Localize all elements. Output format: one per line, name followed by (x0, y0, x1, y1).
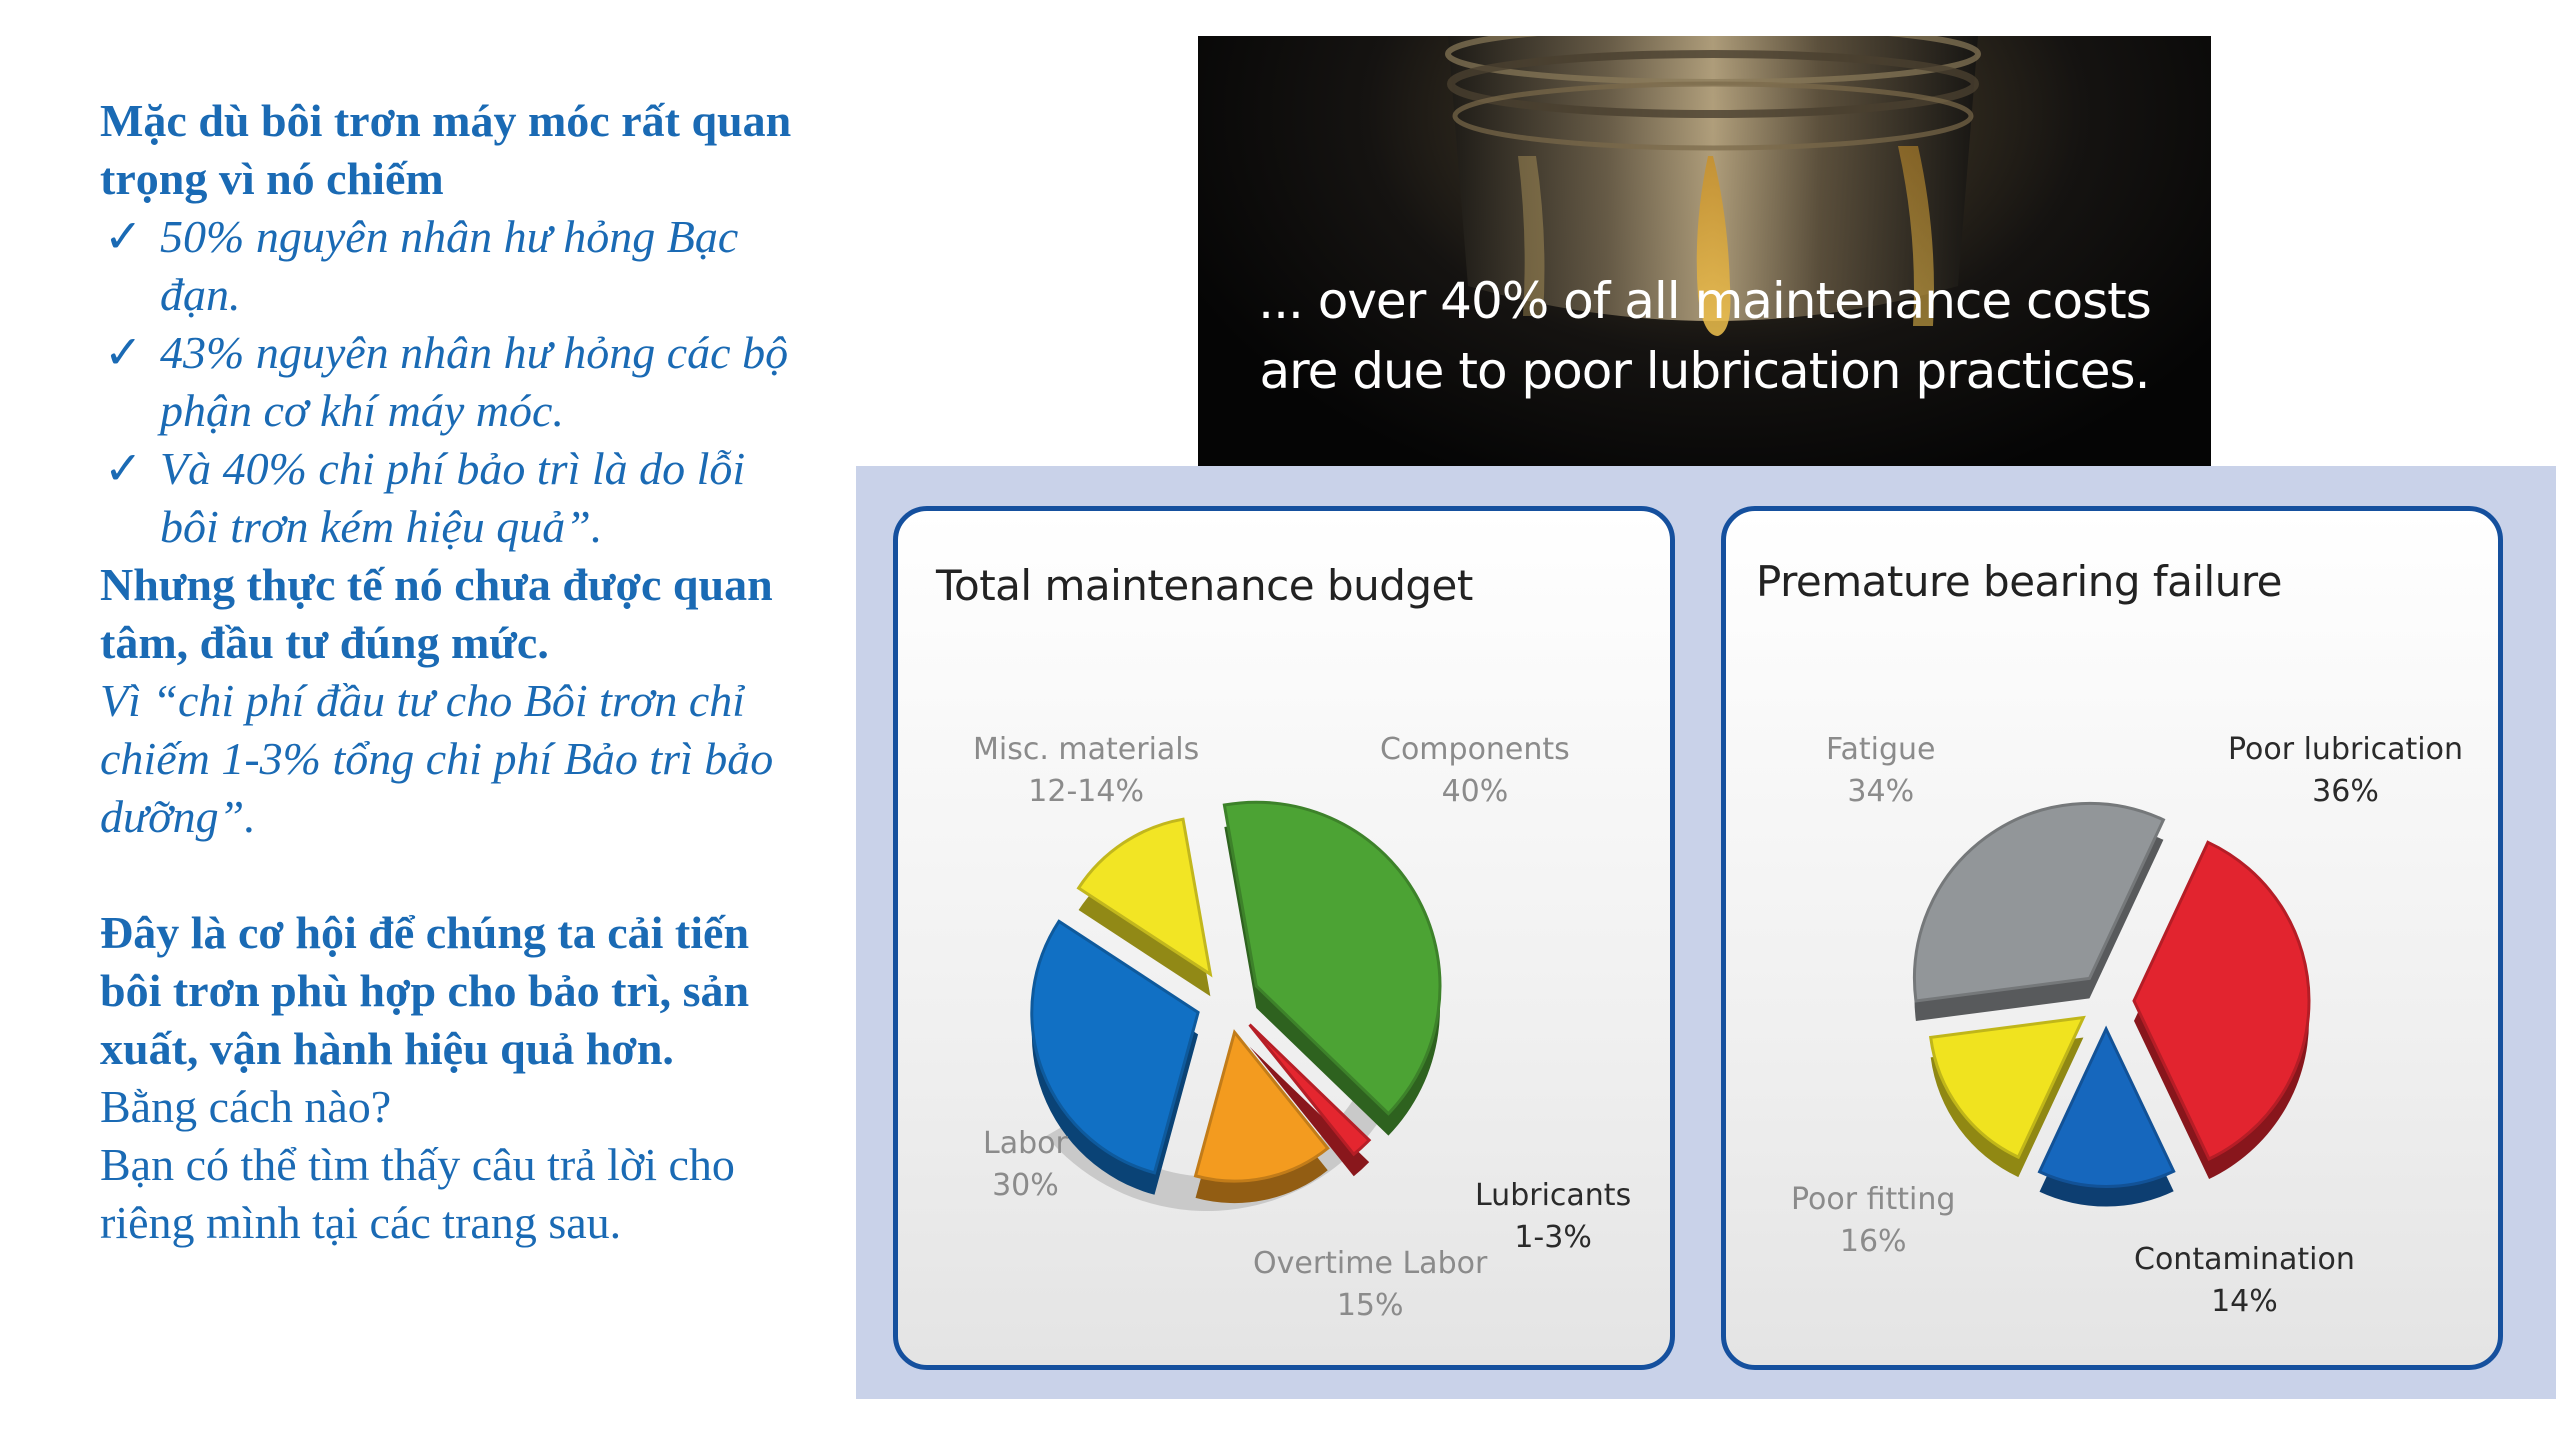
piston-banner-image (1198, 36, 2211, 466)
maintenance-budget-panel (893, 506, 1675, 1370)
chart-title: Total maintenance budget (936, 561, 1473, 610)
but-statement: Nhưng thực tế nó chưa được quan tâm, đầu tư đúng mức. (100, 559, 773, 668)
check-item: ✓ Và 40% chi phí bảo trì là do lỗi bôi trơn kém hiệu quả”. (100, 440, 800, 556)
slice-label-lubricants: Lubricants 1-3% (1475, 1178, 1632, 1255)
banner-line-2: are due to poor lubrication practices. (1259, 342, 2150, 400)
slice-label-fatigue: Fatigue 34% (1826, 732, 1936, 809)
check-item: ✓ 43% nguyên nhân hư hỏng các bộ phận cơ khí máy móc. (100, 324, 800, 440)
slice-label-overtime-labor: Overtime Labor 15% (1253, 1246, 1488, 1323)
intro-heading: Mặc dù bôi trơn máy móc rất quan trọng vì nó chiếm (100, 95, 792, 204)
slice-label-poor-lubrication: Poor lubrication 36% (2228, 732, 2464, 809)
check-icon: ✓ (104, 443, 143, 494)
opportunity-statement: Đây là cơ hội để chúng ta cải tiến bôi trơn phù hợp cho bảo trì, sản xuất, vận hành hiệu quả hơn. (100, 907, 750, 1074)
spacer (100, 846, 800, 904)
slice-label-components: Components 40% (1380, 732, 1570, 809)
chart-title: Premature bearing failure (1756, 557, 2283, 606)
because-statement: Vì “chi phí đầu tư cho Bôi trơn chỉ chiếm 1-3% tổng chi phí Bảo trì bảo dưỡng”. (100, 675, 774, 842)
left-text-block (100, 92, 800, 1252)
slice-label-contamination: Contamination 14% (2134, 1242, 2355, 1319)
slice-label-labor: Labor 30% (983, 1126, 1068, 1203)
check-item: ✓ 50% nguyên nhân hư hỏng Bạc đạn. (100, 208, 800, 324)
slice-label-misc-materials: Misc. materials 12-14% (973, 732, 1200, 809)
banner-caption (1198, 266, 2211, 406)
answer-text: Bạn có thể tìm thấy câu trả lời cho riêng mình tại các trang sau. (100, 1139, 735, 1248)
check-list (100, 208, 800, 556)
pie-slice-poor-lubrication (2134, 842, 2309, 1179)
chart-area (856, 466, 2556, 1399)
check-icon: ✓ (104, 327, 143, 378)
check-icon: ✓ (104, 211, 143, 262)
question-text: Bằng cách nào? (100, 1081, 392, 1132)
pie-slice-face (1914, 803, 2163, 1001)
pie-slice-fatigue (1914, 803, 2163, 1021)
bearing-failure-panel (1721, 506, 2503, 1370)
banner-line-1: ... over 40% of all maintenance costs (1258, 272, 2151, 330)
slice-label-poor-fitting: Poor fitting 16% (1791, 1182, 1956, 1259)
